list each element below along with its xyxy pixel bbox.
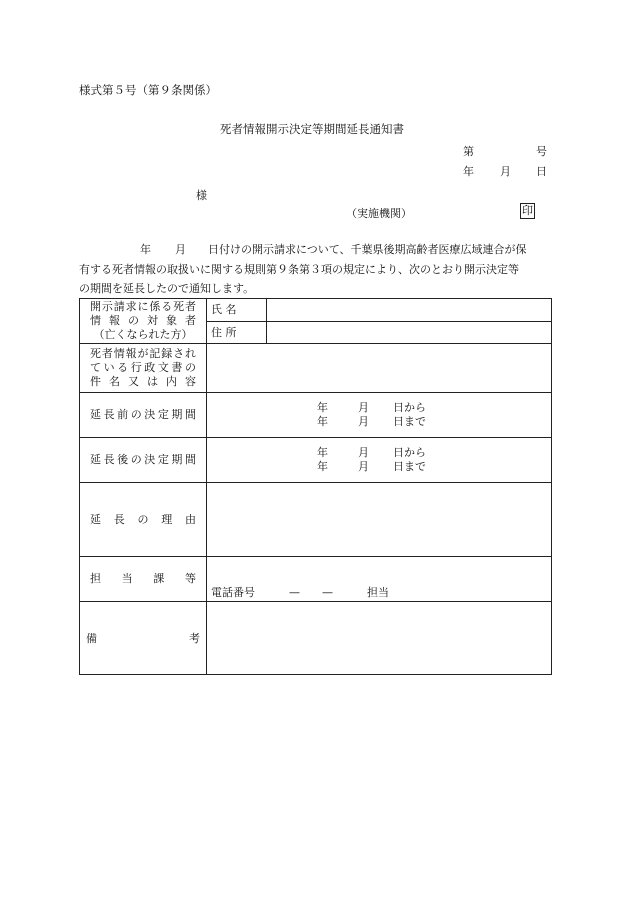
issuer-label: （実施機関） xyxy=(346,207,412,220)
doc-number-suffix: 号 xyxy=(536,145,547,158)
subject-label-line-3: （亡くなられた方） xyxy=(93,327,193,341)
period-from: 日から xyxy=(393,446,426,460)
after-label: 延長後の決定期間 xyxy=(90,453,196,467)
seal-glyph: 印 xyxy=(522,204,533,217)
reason-label: 延 長 の 理 由 xyxy=(90,512,196,526)
date-month: 月 xyxy=(500,165,511,178)
doc-label-line-2: ている行政文書の xyxy=(90,361,196,375)
period-from: 日から xyxy=(393,401,426,415)
body-month: 月 xyxy=(175,243,186,256)
table-row xyxy=(80,393,552,438)
table-row xyxy=(80,299,552,322)
remarks-label xyxy=(84,632,202,646)
period-year: 年 xyxy=(317,401,328,415)
table-row xyxy=(80,438,552,483)
before-period-cell[interactable] xyxy=(207,393,552,438)
table-row xyxy=(80,557,552,602)
dept-label: 担 当 課 等 xyxy=(90,572,196,586)
after-period-cell[interactable] xyxy=(207,438,552,483)
subject-label-cell xyxy=(80,299,207,344)
charge-label: 担当 xyxy=(367,586,389,600)
document-title: 死者情報開示決定等期間延長通知書 xyxy=(220,122,404,136)
period-year: 年 xyxy=(317,460,328,473)
period-to: 日まで xyxy=(393,415,426,428)
table-row xyxy=(80,344,552,393)
period-year: 年 xyxy=(317,415,328,428)
doc-label-cell xyxy=(80,344,207,393)
after-period-from xyxy=(317,446,547,460)
body-text-line-3: の期間を延長したので通知します。 xyxy=(79,282,255,295)
name-value-cell[interactable] xyxy=(267,299,552,322)
body-text-line-1: 日付けの開示請求について、千葉県後期高齢者医療広域連合が保 xyxy=(208,243,527,256)
before-label-cell xyxy=(80,393,207,438)
doc-label-line-3: 件 名 又 は 内 容 xyxy=(90,374,196,388)
after-label-cell xyxy=(80,438,207,483)
phone-label: 電話番号 xyxy=(211,586,255,600)
dept-label-cell xyxy=(80,557,207,602)
table-row xyxy=(80,602,552,675)
form-number: 様式第５号（第９条関係） xyxy=(79,83,217,97)
remarks-value-cell[interactable] xyxy=(207,602,552,675)
doc-value-cell[interactable] xyxy=(207,344,552,393)
period-month: 月 xyxy=(358,446,369,460)
body-year: 年 xyxy=(140,243,151,256)
body-text-line-2: 有する死者情報の取扱いに関する規則第９条第３項の規定により、次のとおり開示決定等 xyxy=(79,263,519,276)
address-label-cell: 住 所 xyxy=(207,322,267,344)
remarks-label-2: 考 xyxy=(189,632,200,645)
reason-label-cell xyxy=(80,483,207,557)
doc-label-line-1: 死者情報が記録され xyxy=(90,347,196,361)
address-value-cell[interactable] xyxy=(267,322,552,344)
notice-table xyxy=(79,298,552,675)
period-month: 月 xyxy=(358,460,369,473)
before-label: 延長前の決定期間 xyxy=(90,408,196,422)
doc-number-prefix: 第 xyxy=(463,145,474,158)
before-period-to xyxy=(317,415,547,429)
name-label-cell: 氏 名 xyxy=(207,299,267,322)
remarks-label-1: 備 xyxy=(86,632,97,645)
seal-mark xyxy=(520,203,535,219)
table-row xyxy=(80,483,552,557)
reason-value-cell[interactable] xyxy=(207,483,552,557)
phone-dash: — — xyxy=(289,586,333,600)
before-period-from xyxy=(317,401,547,415)
subject-label-line-1: 開示請求に係る死者 xyxy=(90,300,196,314)
date-year: 年 xyxy=(463,165,474,178)
addressee-suffix: 様 xyxy=(196,189,207,202)
period-to: 日まで xyxy=(393,460,426,473)
date-day: 日 xyxy=(536,165,547,178)
period-month: 月 xyxy=(358,415,369,428)
subject-label-line-2: 情 報 の 対 象 者 xyxy=(90,314,196,328)
remarks-label-cell xyxy=(80,602,207,675)
dept-value-cell[interactable] xyxy=(207,557,552,602)
after-period-to xyxy=(317,460,547,474)
period-month: 月 xyxy=(358,401,369,415)
period-year: 年 xyxy=(317,446,328,460)
